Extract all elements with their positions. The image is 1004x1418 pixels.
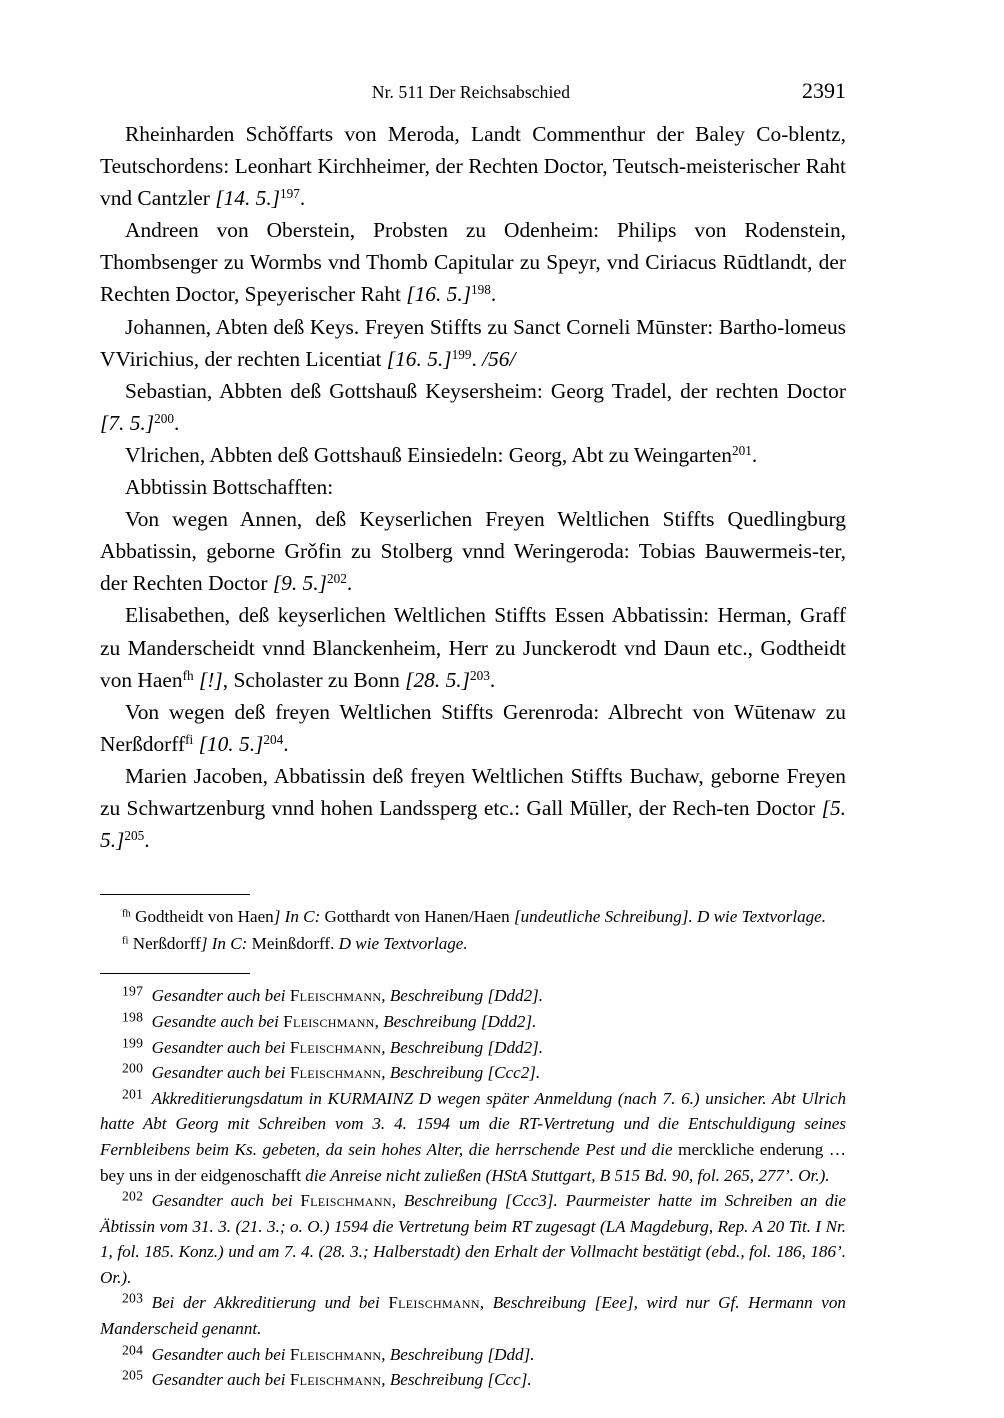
italic-run: , Beschreibung [Eee], wird nur Gf. Hermann von Manderscheid genannt. [100, 1293, 846, 1339]
footnote-entry [100, 1367, 846, 1393]
italic-run: , Beschreibung [Ccc3]. Paurmeister hatte im Schreiben an die Äbtissin vom 31. 3. (21. 3.; o. O.) 1594 die Vertretung beim RT zugesagt (LA Magdeburg, Rep. A 20 Tit. I Nr. 1, fol. 185. Konz.) und am 7. 4. (28. 3.; Halberstadt) den Erhalt der Vollmacht bestätigt (ebd., fol. 186, 186’. Or.). [100, 1191, 846, 1287]
small-caps-name: Fleischmann [388, 1293, 480, 1313]
footnote-reference: 203 [469, 667, 490, 683]
footnotes-block [100, 973, 846, 1393]
text-run: . [173, 410, 180, 435]
footnote-number: 205 [122, 1367, 144, 1383]
body-paragraph [100, 214, 846, 310]
footnote-reference: 200 [154, 410, 174, 426]
footnote-number-gap [143, 1191, 152, 1210]
body-paragraph [100, 118, 846, 214]
footnote-reference: 199 [451, 346, 472, 362]
apparatus-entry [100, 931, 846, 957]
footnote-entry [100, 1086, 846, 1188]
apparatus-reference: fh [182, 667, 194, 683]
italic-run: Gesandter auch bei [151, 1370, 290, 1390]
italic-run: D wie Textvorlage. [338, 933, 468, 953]
footnote-number-gap [143, 1012, 152, 1031]
footnote-number: 199 [122, 1034, 144, 1050]
footnote-reference: 204 [263, 731, 284, 747]
apparatus-sigil: fi [122, 935, 129, 947]
text-run: Marien Jacoben, Abbatissin deß freyen Weltlichen Stiffts Buchaw, geborne Freyen zu Schwartzenburg vnnd hohen Landssperg etc.: Gall Mūller, der Rech-ten Doctor [100, 763, 846, 820]
body-paragraph [100, 503, 846, 599]
footnote-reference: 198 [471, 282, 491, 298]
italic-run: [5. 5.] [100, 795, 846, 853]
italic-run: [14. 5.] [215, 186, 281, 211]
footnote-reference: 205 [124, 828, 145, 844]
footnote-number-gap [143, 1063, 152, 1082]
text-run: Andreen von Oberstein, Probsten zu Odenheim: Philips von Rodenstein, Thombsenger zu Wormbs vnd Thomb Capitular zu Speyr, vnd Ciriacus Rūdtlandt, der Rechten Doctor, Speyerischer Raht [100, 218, 846, 307]
footnote-number: 197 [122, 983, 144, 999]
italic-run: Gesandter auch bei [151, 1037, 290, 1057]
apparatus-reference: fi [185, 731, 194, 747]
italic-run: , Beschreibung [Ddd]. [381, 1344, 535, 1364]
italic-run: [9. 5.] [272, 571, 327, 596]
text-run: . [490, 282, 497, 307]
italic-run: Gesandte auch bei [151, 1011, 284, 1031]
italic-run: [!] [198, 667, 223, 692]
footnote-entry [100, 1035, 846, 1061]
footnote-number-gap [143, 1370, 152, 1389]
text-run: Johannen, Abten deß Keys. Freyen Stiffts zu Sanct Corneli Mūnster: Bartho-lomeus VVirichius, der rechten Licentiat [100, 314, 846, 371]
italic-run: [16. 5.] [386, 346, 452, 371]
footnote-number-gap [143, 1089, 152, 1108]
text-run: Elisabethen, deß keyserlichen Weltlichen Stiffts Essen Abbatissin: Herman, Graff zu Manderscheidt vnnd Blanckenheim, Herr zu Junckerodt vnd Daun etc., Godtheidt von Haen [100, 603, 846, 692]
small-caps-name: Fleischmann [300, 1191, 392, 1211]
body-text [100, 118, 846, 856]
footnotes [100, 983, 846, 1393]
small-caps-name: Fleischmann [289, 1037, 382, 1057]
italic-run: Akkreditierungsdatum in KURMAINZ D wegen später Anmeldung (nach 7. 6.) unsicher. Abt Ulrich hatte Abt Georg mit Schreiben vom 3. 4. 1594 um die RT-Vertretung und die Entschuldigung seines Fernbleibens beim Ks. gebeten, da sein hohes Alter, die herrschende Pest und die [100, 1088, 846, 1159]
italic-run: Gesandter auch bei [151, 986, 290, 1006]
running-head [100, 78, 846, 103]
text-run: Abbtissin Bottschafften: [125, 475, 334, 500]
text-run: Sebastian, Abbten deß Gottshauß Keysersheim: Georg Tradel, der rechten Doctor [125, 378, 846, 403]
footnote-reference: 202 [326, 571, 347, 587]
running-head-title: Nr. 511 Der Reichsabschied [371, 82, 571, 102]
footnote-entry [100, 1290, 846, 1341]
text-run: . [751, 442, 758, 467]
footnote-entry [100, 1188, 846, 1290]
footnote-number: 198 [122, 1009, 144, 1025]
italic-run: , Beschreibung [Ddd2]. [381, 1037, 544, 1057]
footnote-number: 200 [122, 1060, 144, 1076]
italic-run: , Beschreibung [Ddd2]. [374, 1011, 537, 1031]
italic-run: ] In C: [273, 907, 325, 927]
italic-run: [16. 5.] [406, 282, 472, 307]
body-paragraph [100, 760, 846, 856]
text-run: . [346, 571, 353, 596]
text-run: . [489, 667, 496, 692]
footnote-number-gap [143, 1038, 152, 1057]
apparatus-sigil: fh [122, 908, 131, 920]
italic-run: Gesandter auch bei [151, 1063, 290, 1083]
footnote-entry [100, 1060, 846, 1086]
footnote-number: 202 [122, 1188, 144, 1204]
apparatus-separator-rule [100, 894, 250, 895]
italic-run: [28. 5.] [405, 667, 470, 692]
italic-run: Gesandter auch bei [151, 1191, 301, 1211]
footnote-entry [100, 1342, 846, 1368]
small-caps-name: Fleischmann [289, 1370, 382, 1390]
text-run: Von wegen Annen, deß Keyserlichen Freyen Weltlichen Stiffts Quedlingburg Abbatissin, geborne Grǒfin zu Stolberg vnnd Weringeroda: Tobias Bauwermeis-ter, der Rechten Doctor [100, 507, 846, 596]
text-run: , Scholaster zu Bonn [222, 667, 406, 692]
body-paragraph [100, 599, 846, 695]
italic-run: /56/ [482, 346, 516, 371]
text-run: Meinßdorff. [251, 933, 339, 953]
body-paragraph [100, 471, 846, 503]
footnote-number-gap [143, 1293, 152, 1312]
footnote-number: 201 [122, 1085, 144, 1101]
text-run: Nerßdorff [132, 933, 201, 953]
italic-run: , Beschreibung [Ccc]. [381, 1370, 532, 1390]
small-caps-name: Fleischmann [289, 1063, 382, 1083]
footnote-entry [100, 983, 846, 1009]
italic-run: Gesandter auch bei [151, 1344, 290, 1364]
text-run: . [144, 828, 150, 853]
italic-run: , Beschreibung [Ccc2]. [381, 1063, 541, 1083]
footnote-reference: 197 [280, 186, 300, 202]
italic-run: [undeutliche Schreibung]. D wie Textvorlage. [513, 907, 827, 927]
footnote-number: 204 [122, 1341, 144, 1357]
body-paragraph [100, 439, 846, 471]
textual-apparatus [100, 904, 846, 956]
italic-run: , Beschreibung [Ddd2]. [381, 986, 544, 1006]
text-run: Godtheidt von Haen [135, 907, 274, 927]
page-number: 2391 [802, 78, 846, 103]
footnote-number: 203 [122, 1290, 144, 1306]
small-caps-name: Fleischmann [289, 986, 382, 1006]
text-run: Rheinharden Schǒffarts von Meroda, Landt Commenthur der Baley Co-blentz, Teutschordens: Leonhart Kirchheimer, der Rechten Doctor, Teutsch-meisterischer Raht vnd Cantzler [100, 122, 846, 211]
text-run: Vlrichen, Abbten deß Gottshauß Einsiedeln: Georg, Abt zu Weingarten [125, 442, 732, 467]
footnote-separator-rule [100, 973, 250, 974]
body-paragraph [100, 311, 846, 375]
text-run: . [283, 731, 289, 756]
apparatus-entry [100, 904, 846, 930]
footnote-entry [100, 1009, 846, 1035]
text-run: Von wegen deß freyen Weltlichen Stiffts Gerenroda: Albrecht von Wūtenaw zu Nerßdorff [100, 699, 846, 756]
italic-run: Bei der Akkreditierung und bei [151, 1293, 389, 1313]
textual-apparatus-block [100, 894, 846, 956]
text-run: Gotthardt von Hanen/Haen [324, 907, 514, 927]
text-run: . [299, 186, 306, 211]
italic-run: [7. 5.] [100, 410, 155, 435]
footnote-number-gap [143, 1345, 152, 1364]
footnote-reference: 201 [732, 443, 752, 459]
text-run: merckliche enderung … bey uns in der eidgenoschafft [100, 1139, 846, 1185]
footnote-number-gap [143, 986, 152, 1005]
italic-run: ] In C: [200, 933, 252, 953]
italic-run: die Anreise nicht zuließen (HStA Stuttgart, B 515 Bd. 90, fol. 265, 277’. Or.). [305, 1165, 830, 1185]
body-paragraph [100, 375, 846, 439]
page-content [100, 0, 846, 1393]
small-caps-name: Fleischmann [283, 1011, 375, 1031]
italic-run: [10. 5.] [198, 731, 264, 756]
body-paragraph [100, 696, 846, 760]
text-run: . [471, 346, 483, 371]
small-caps-name: Fleischmann [289, 1344, 382, 1364]
